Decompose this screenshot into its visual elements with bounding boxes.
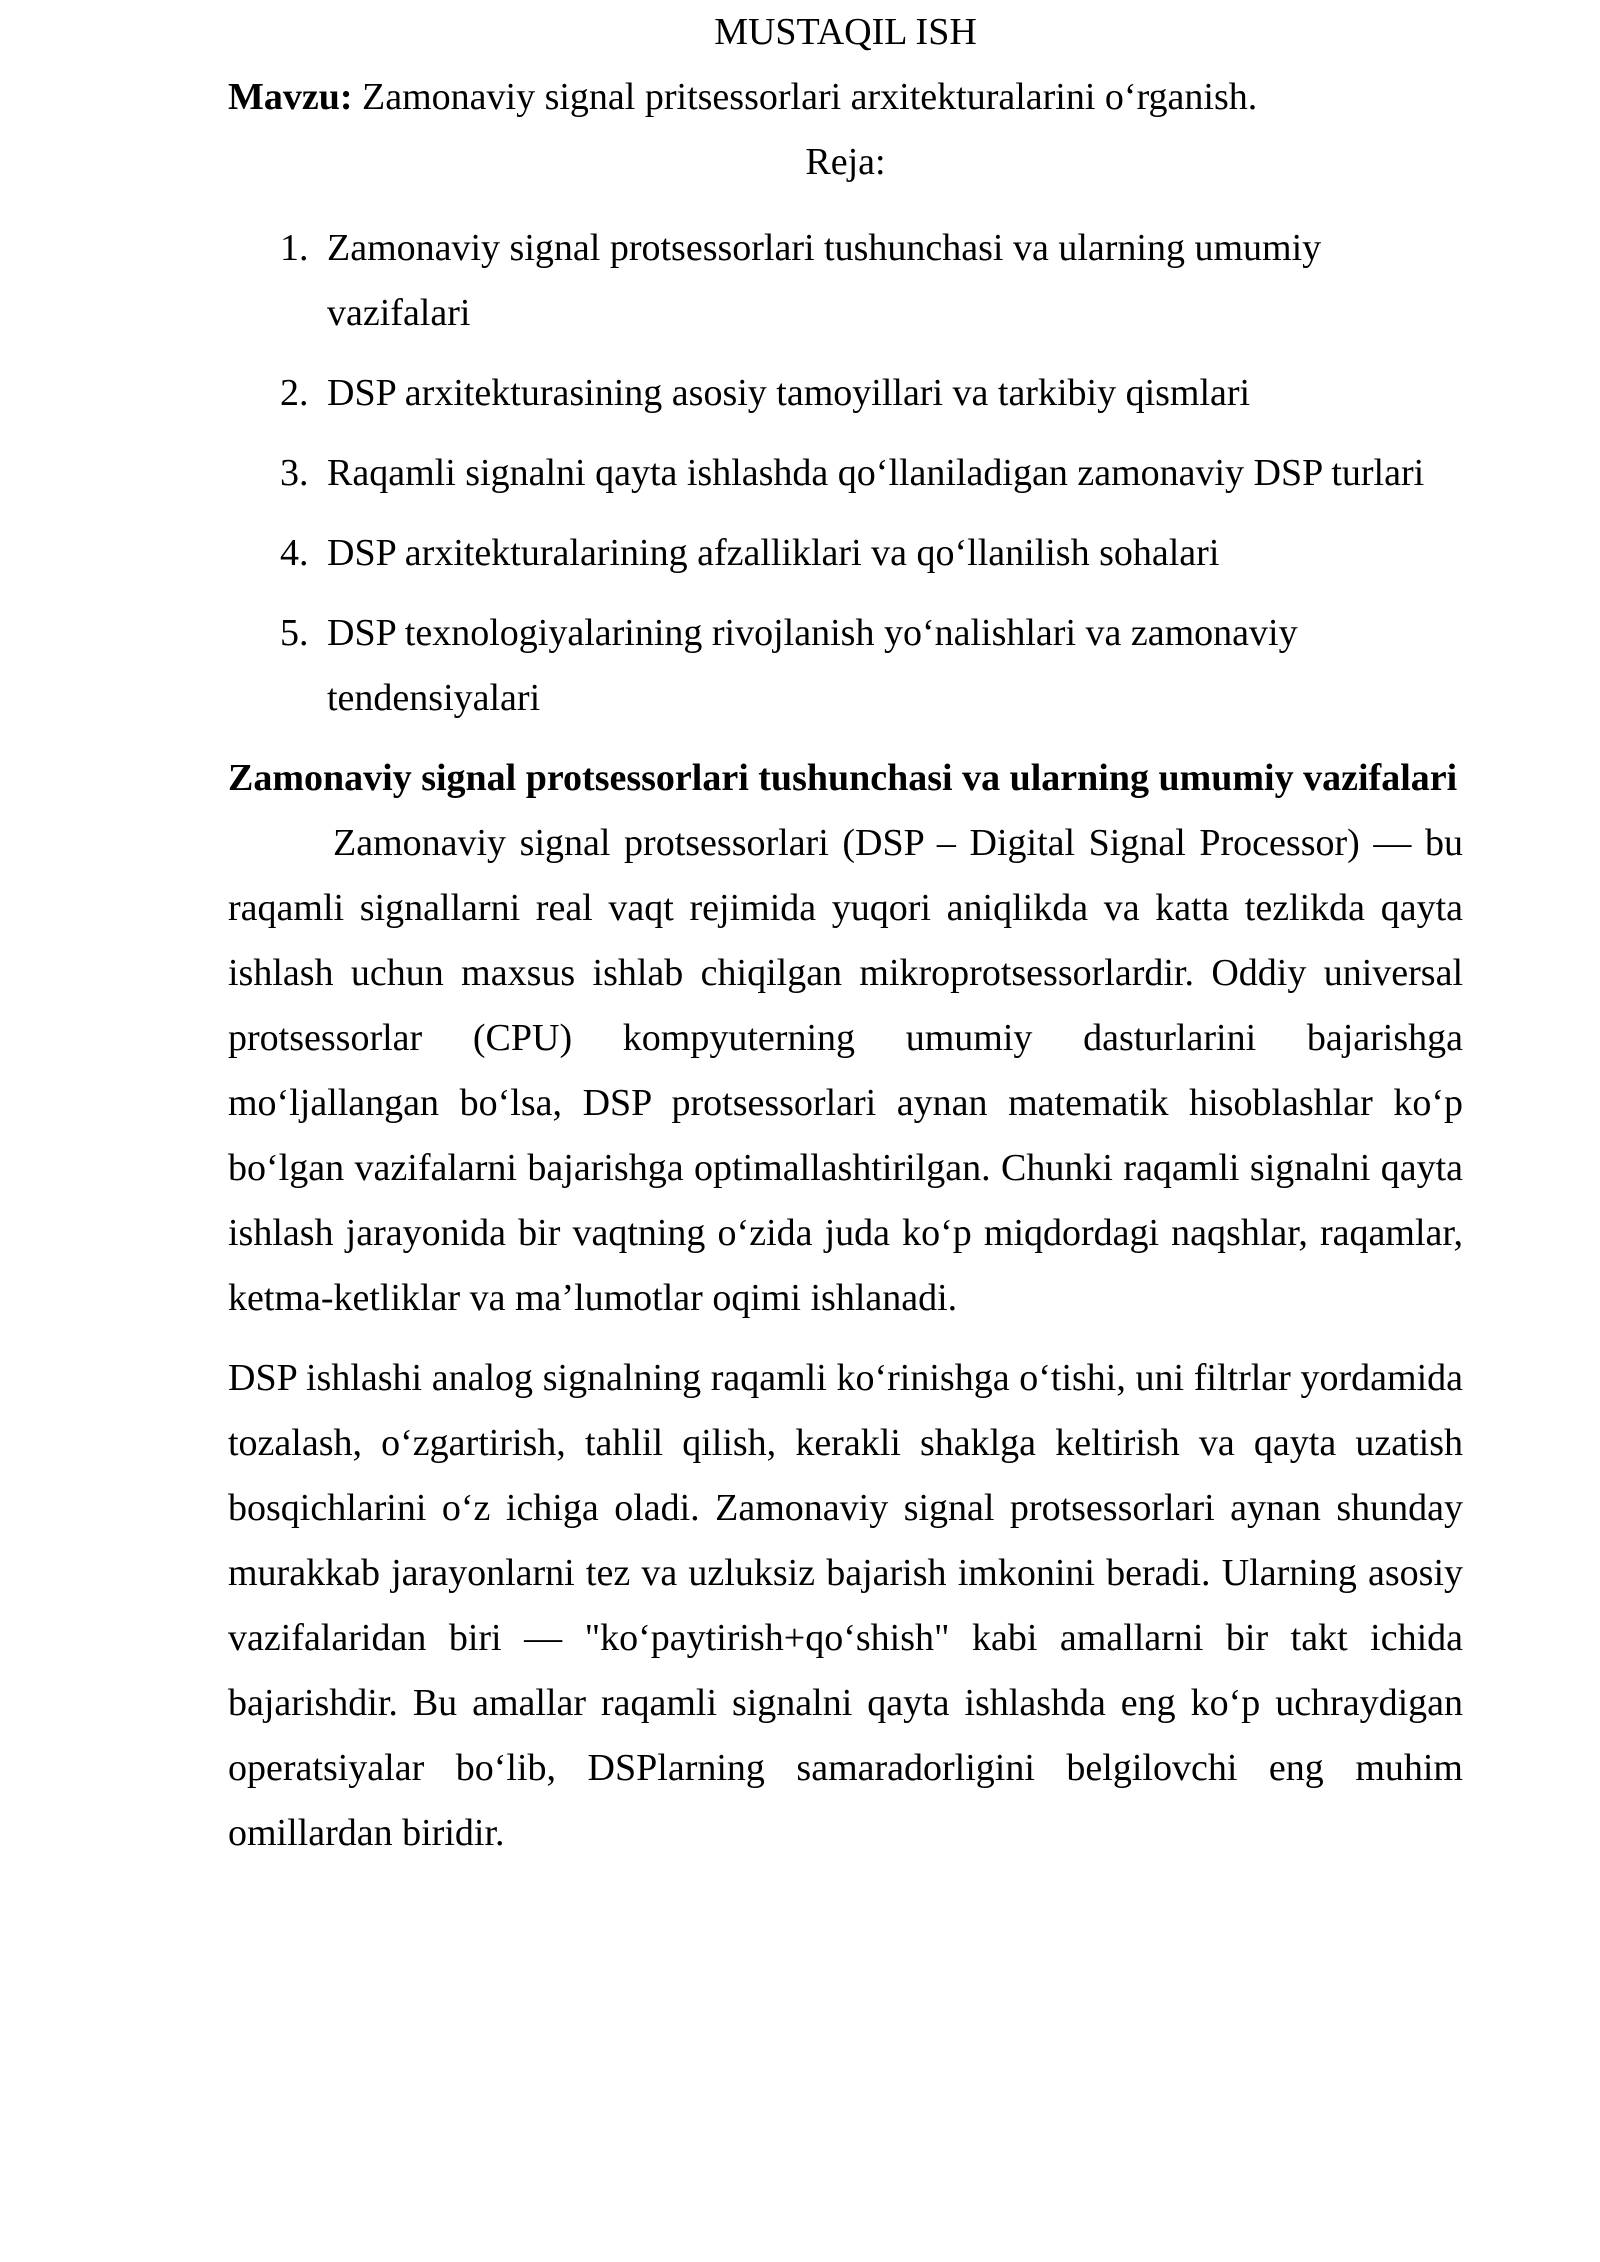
plan-heading: Reja: (805, 141, 886, 183)
document-title: MUSTAQIL ISH (714, 11, 977, 53)
plan-item-4-text: DSP arxitekturalarining afzalliklari va qo‘llanilish sohalari (327, 532, 1220, 574)
plan-item-3-text: Raqamli signalni qayta ishlashda qo‘llaniladigan zamonaviy DSP turlari (327, 452, 1425, 494)
plan-item-2 (228, 361, 1463, 426)
plan-item-4-number: 4. (280, 532, 309, 574)
plan-item-4 (228, 521, 1463, 586)
topic-text: Zamonaviy signal pritsessorlari arxitekturalarini o‘rganish. (352, 76, 1258, 118)
plan-item-1 (228, 216, 1463, 346)
topic-label: Mavzu: (228, 76, 353, 118)
plan-item-2-text: DSP arxitekturasining asosiy tamoyillari va tarkibiy qismlari (327, 372, 1251, 414)
plan-item-2-number: 2. (280, 372, 309, 414)
plan-item-5-text: DSP texnologiyalarining rivojlanish yo‘nalishlari va zamonaviy tendensiyalari (327, 612, 1298, 719)
topic-line (228, 65, 1463, 130)
plan-item-1-text: Zamonaviy signal protsessorlari tushunchasi va ularning umumiy vazifalari (327, 227, 1322, 334)
body-paragraph-2: DSP ishlashi analog signalning raqamli ko‘rinishga o‘tishi, uni filtrlar yordamida tozalash, o‘zgartirish, tahlil qilish, kerakli shaklga keltirish va qayta uzatish bosqichlarini o‘z ichiga oladi. Zamonaviy signal protsessorlari aynan shunday murakkab jarayonlarni tez va uzluksiz bajarish imkonini beradi. Ularning asosiy vazifalaridan biri — "ko‘paytirish+qo‘shish" kabi amallarni bir takt ichida bajarishdir. Bu amallar raqamli signalni qayta ishlashda eng ko‘p uchraydigan operatsiyalar bo‘lib, DSPlarning samaradorligini belgilovchi eng muhim omillardan biridir. (228, 1357, 1463, 1854)
plan-item-5 (228, 601, 1463, 731)
plan-list (228, 216, 1463, 731)
document-content (228, 0, 1463, 1866)
section-heading: Zamonaviy signal protsessorlari tushunchasi va ularning umumiy vazifalari (228, 757, 1458, 799)
plan-item-1-number: 1. (280, 227, 309, 269)
body-paragraph-1: Zamonaviy signal protsessorlari (DSP – Digital Signal Processor) — bu raqamli signallarni real vaqt rejimida yuqori aniqlikda va katta tezlikda qayta ishlash uchun maxsus ishlab chiqilgan mikroprotsessorlardir. Oddiy universal protsessorlar (CPU) kompyuterning umumiy dasturlarini bajarishga mo‘ljallangan bo‘lsa, DSP protsessorlari aynan matematik hisoblashlar ko‘p bo‘lgan vazifalarni bajarishga optimallashtirilgan. Chunki raqamli signalni qayta ishlash jarayonida bir vaqtning o‘zida juda ko‘p miqdordagi naqshlar, raqamlar, ketma-ketliklar va ma’lumotlar oqimi ishlanadi. (228, 822, 1463, 1319)
plan-item-5-number: 5. (280, 612, 309, 654)
plan-item-3 (228, 441, 1463, 506)
plan-item-3-number: 3. (280, 452, 309, 494)
